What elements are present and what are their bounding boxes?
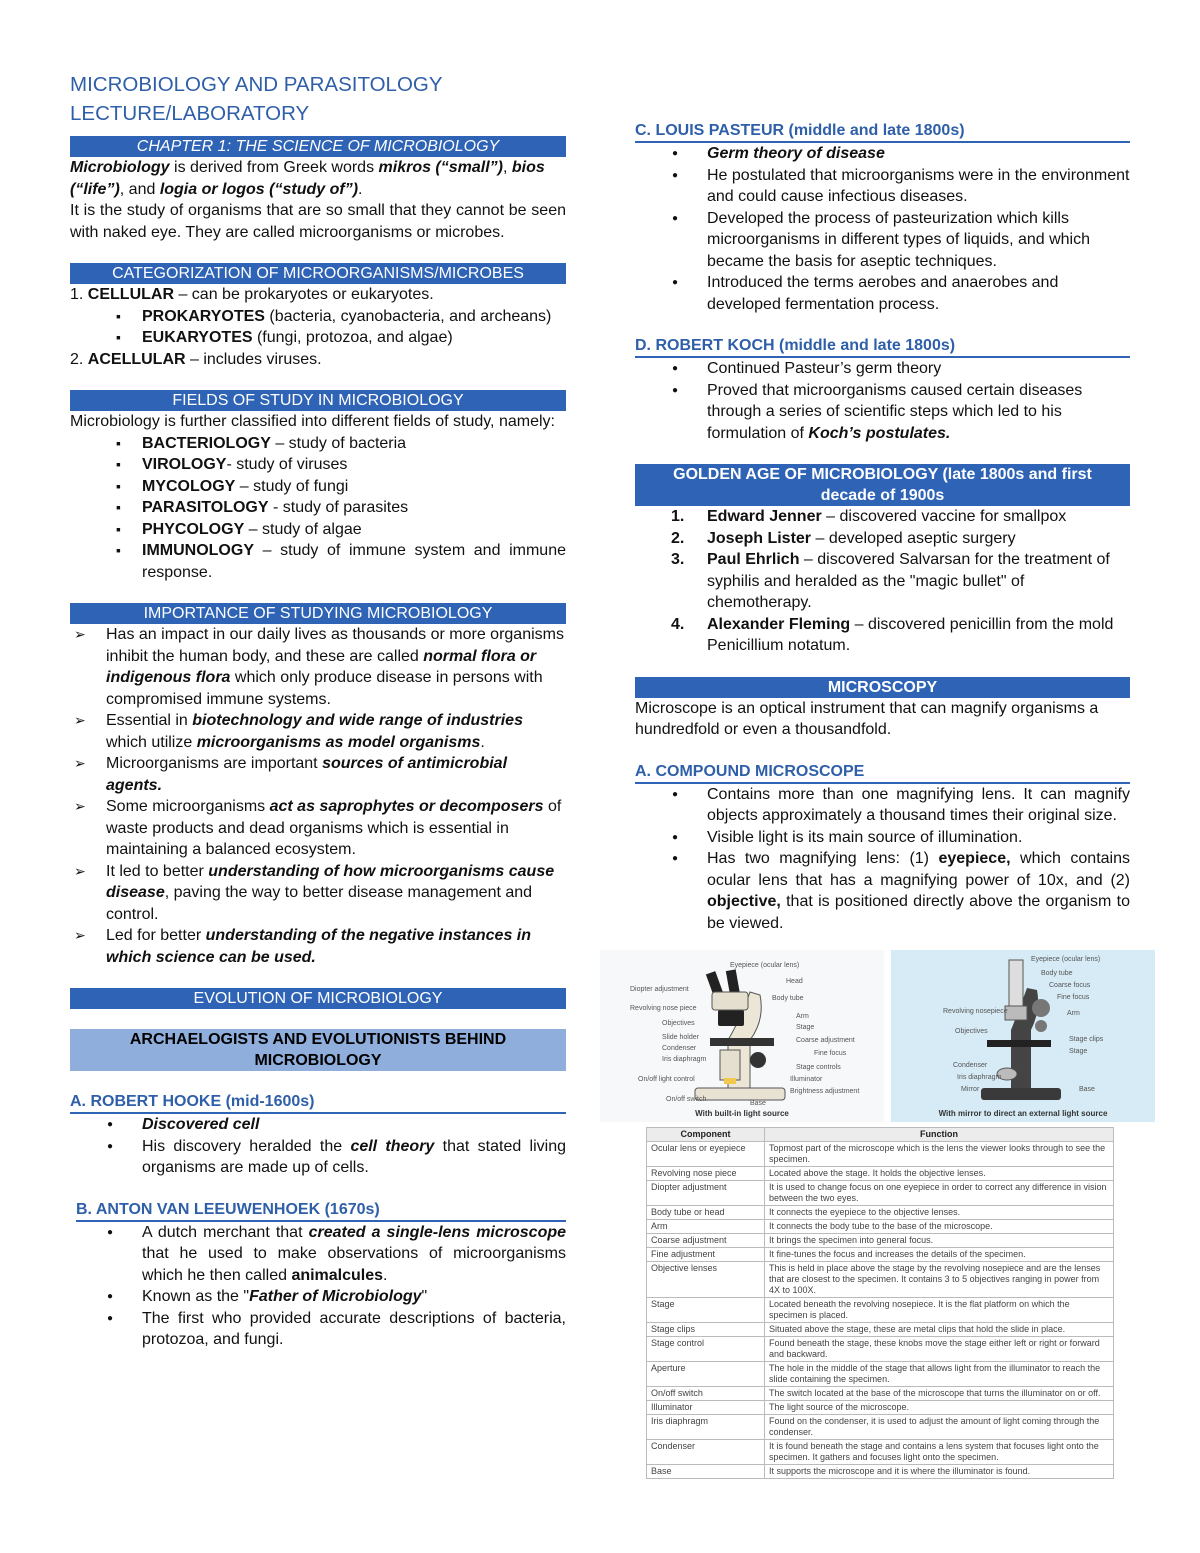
fields-list bbox=[70, 433, 566, 584]
table-cell: Found beneath the stage, these knobs move the stage either left or right or forward and backward. bbox=[765, 1337, 1114, 1362]
figure-label: Arm bbox=[1067, 1010, 1080, 1017]
list-item: ▪ MYCOLOGY – study of fungi bbox=[70, 476, 566, 498]
table-row bbox=[647, 1206, 1114, 1220]
table-cell: Diopter adjustment bbox=[647, 1181, 765, 1206]
list-item: ● Continued Pasteur’s germ theory bbox=[635, 358, 1130, 380]
table-row bbox=[647, 1248, 1114, 1262]
table-cell: Located above the stage. It holds the objective lenses. bbox=[765, 1167, 1114, 1181]
list-item: ➢ It led to better understanding of how microorganisms cause disease, paving the way to better disease management and control. bbox=[70, 861, 566, 926]
list-item: ● He postulated that microorganisms were in the environment and could cause infectious diseases. bbox=[635, 165, 1130, 208]
table-cell: The light source of the microscope. bbox=[765, 1401, 1114, 1415]
table-row bbox=[647, 1387, 1114, 1401]
table-cell: Arm bbox=[647, 1220, 765, 1234]
importance-list bbox=[70, 624, 566, 968]
list-item: ▪ BACTERIOLOGY – study of bacteria bbox=[70, 433, 566, 455]
evolution-bar: EVOLUTION OF MICROBIOLOGY bbox=[70, 988, 566, 1009]
microscopy-bar: MICROSCOPY bbox=[635, 677, 1130, 698]
list-item: ➢ Has an impact in our daily lives as thousands or more organisms inhibit the human body, and these are called normal flora or indigenous flora which only produce disease in persons with compromised immune systems. bbox=[70, 624, 566, 710]
table-row bbox=[647, 1440, 1114, 1465]
figure-label: Objectives bbox=[662, 1020, 695, 1027]
list-item: ➢ Microorganisms are important sources of antimicrobial agents. bbox=[70, 753, 566, 796]
acellular-item: 2. ACELLULAR – includes viruses. bbox=[70, 350, 322, 368]
list-item: ➢ Essential in biotechnology and wide range of industries which utilize microorganisms as model organisms. bbox=[70, 710, 566, 753]
archaeologists-bar: ARCHAELOGISTS AND EVOLUTIONISTS BEHIND MICROBIOLOGY bbox=[70, 1029, 566, 1071]
table-cell: Topmost part of the microscope which is the lens the viewer looks through to see the specimen. bbox=[765, 1142, 1114, 1167]
microscope-figures bbox=[600, 950, 1155, 1122]
list-item: ➢ Some microorganisms act as saprophytes or decomposers of waste products and dead organisms which is essential in maintaining a balanced ecosystem. bbox=[70, 796, 566, 861]
table-row bbox=[647, 1362, 1114, 1387]
figure-label: Head bbox=[786, 978, 803, 985]
table-cell: It supports the microscope and it is where the illuminator is found. bbox=[765, 1465, 1114, 1479]
figure-label: Eyepiece (ocular lens) bbox=[1031, 956, 1101, 963]
list-item: ● Developed the process of pasteurization which kills microorganisms in different types of liquids, and which became the basis for aseptic techniques. bbox=[635, 208, 1130, 273]
list-item: 4. Alexander Fleming – discovered penicillin from the mold Penicillium notatum. bbox=[671, 615, 1114, 654]
list-item: ▪ IMMUNOLOGY – study of immune system and immune response. bbox=[70, 540, 566, 583]
microscope-components-table bbox=[646, 1127, 1114, 1479]
title-line-1: MICROBIOLOGY AND PARASITOLOGY bbox=[70, 73, 443, 96]
table-cell: Illuminator bbox=[647, 1401, 765, 1415]
table-cell: Revolving nose piece bbox=[647, 1167, 765, 1181]
figure-label: Stage bbox=[1069, 1048, 1088, 1055]
figure-label: Condenser bbox=[662, 1045, 697, 1052]
koch-list bbox=[635, 358, 1130, 444]
right-column bbox=[635, 120, 1130, 934]
table-cell: Ocular lens or eyepiece bbox=[647, 1142, 765, 1167]
figure-label: Slide holder bbox=[662, 1034, 699, 1041]
list-item: ● His discovery heralded the cell theory that stated living organisms are made up of cells. bbox=[70, 1136, 566, 1179]
list-item: ● A dutch merchant that created a single-lens microscope that he used to make observations of microorganisms which he then called animalcules. bbox=[70, 1222, 566, 1287]
microbiology-description: It is the study of organisms that are so small that they cannot be seen with naked eye. They are called microorganisms or microbes. bbox=[70, 202, 566, 241]
figure-label: Condenser bbox=[953, 1062, 988, 1069]
list-item: ▪ PROKARYOTES (bacteria, cyanobacteria, and archeans) bbox=[70, 306, 566, 328]
document-title bbox=[70, 70, 566, 128]
table-cell: Body tube or head bbox=[647, 1206, 765, 1220]
table-cell: Stage control bbox=[647, 1337, 765, 1362]
fields-intro: Microbiology is further classified into different fields of study, namely: bbox=[70, 413, 555, 430]
table-row bbox=[647, 1401, 1114, 1415]
microbiology-definition: Microbiology is derived from Greek words mikros (“small”), bios (“life”), and logia or logos (“study of”). bbox=[70, 159, 545, 198]
microscopy-intro: Microscope is an optical instrument that can magnify organisms a hundredfold or even a thousandfold. bbox=[635, 699, 1099, 738]
pasteur-list bbox=[635, 143, 1130, 315]
compound-list bbox=[635, 784, 1130, 935]
figure-caption: With mirror to direct an external light source bbox=[938, 1109, 1108, 1118]
figure-label: Eyepiece (ocular lens) bbox=[730, 962, 800, 969]
figure-label: Coarse adjustment bbox=[796, 1037, 855, 1044]
list-item: ● Introduced the terms aerobes and anaerobes and developed fermentation process. bbox=[635, 272, 1130, 315]
list-item: ● Visible light is its main source of illumination. bbox=[635, 827, 1130, 849]
chapter-bar: CHAPTER 1: THE SCIENCE OF MICROBIOLOGY bbox=[70, 136, 566, 157]
koch-heading: D. ROBERT KOCH (middle and late 1800s) bbox=[635, 335, 1130, 358]
figure-label: Fine focus bbox=[814, 1050, 847, 1057]
table-row bbox=[647, 1298, 1114, 1323]
table-cell: Coarse adjustment bbox=[647, 1234, 765, 1248]
table-cell: The switch located at the base of the microscope that turns the illuminator on or off. bbox=[765, 1387, 1114, 1401]
figure-label: Revolving nose piece bbox=[630, 1005, 697, 1012]
figure-label: Iris diaphragm bbox=[957, 1074, 1002, 1081]
table-cell: Situated above the stage, these are metal clips that hold the slide in place. bbox=[765, 1323, 1114, 1337]
table-cell: Stage clips bbox=[647, 1323, 765, 1337]
table-row bbox=[647, 1181, 1114, 1206]
table-cell: It brings the specimen into general focus. bbox=[765, 1234, 1114, 1248]
figure-label: Iris diaphragm bbox=[662, 1056, 707, 1063]
list-item: 2. Joseph Lister – developed aseptic surgery bbox=[671, 529, 1016, 547]
list-item: 1. Edward Jenner – discovered vaccine for smallpox bbox=[671, 508, 1067, 525]
table-cell: Found on the condenser, it is used to adjust the amount of light coming through the condenser. bbox=[765, 1415, 1114, 1440]
compound-microscope-heading: A. COMPOUND MICROSCOPE bbox=[635, 761, 1130, 784]
table-cell: This is held in place above the stage by the revolving nosepiece and are the lenses that are closest to the specimen. It contains 3 to 5 objectives ranging in power from 4X to 100X. bbox=[765, 1262, 1114, 1298]
table-cell: The hole in the middle of the stage that allows light from the illuminator to reach the slide containing the specimen. bbox=[765, 1362, 1114, 1387]
table-cell: Aperture bbox=[647, 1362, 765, 1387]
figure-label: Brightness adjustment bbox=[790, 1088, 860, 1095]
table-row bbox=[647, 1262, 1114, 1298]
list-item: ● Known as the "Father of Microbiology" bbox=[70, 1286, 566, 1308]
column-header-function: Function bbox=[765, 1128, 1114, 1142]
leeuwenhoek-heading: B. ANTON VAN LEEUWENHOEK (1670s) bbox=[76, 1199, 566, 1222]
table-cell: Located beneath the revolving nosepiece. It is the flat platform on which the specimen is placed. bbox=[765, 1298, 1114, 1323]
title-line-2: LECTURE/LABORATORY bbox=[70, 102, 310, 125]
table-row bbox=[647, 1465, 1114, 1479]
figure-label: On/off light control bbox=[638, 1076, 695, 1083]
hooke-heading: A. ROBERT HOOKE (mid-1600s) bbox=[70, 1091, 566, 1114]
list-item: ➢ Led for better understanding of the negative instances in which science can be used. bbox=[70, 925, 566, 968]
figure-label: Base bbox=[1079, 1086, 1095, 1093]
figure-label: Stage bbox=[796, 1024, 815, 1031]
table-cell: Stage bbox=[647, 1298, 765, 1323]
cellular-item: 1. CELLULAR – can be prokaryotes or eukaryotes. bbox=[70, 286, 434, 303]
figure-label: Diopter adjustment bbox=[630, 986, 689, 993]
table-cell: It connects the eyepiece to the objective lenses. bbox=[765, 1206, 1114, 1220]
microscope-illustration bbox=[600, 950, 884, 1122]
list-item: ● Germ theory of disease bbox=[635, 143, 1130, 165]
figure-label: Stage clips bbox=[1069, 1036, 1104, 1043]
microscope-figure-built-in-light bbox=[600, 950, 884, 1122]
list-item: ▪ PARASITOLOGY - study of parasites bbox=[70, 497, 566, 519]
figure-label: Mirror bbox=[961, 1086, 980, 1093]
figure-label: Fine focus bbox=[1057, 994, 1090, 1001]
list-item: ● Has two magnifying lens: (1) eyepiece, which contains ocular lens that has a magnifying power of 10x, and (2) objective, that is positioned directly above the organism to be viewed. bbox=[635, 848, 1130, 934]
table-cell: It connects the body tube to the base of the microscope. bbox=[765, 1220, 1114, 1234]
table-cell: It is used to change focus on one eyepiece in order to correct any difference in vision between the two eyes. bbox=[765, 1181, 1114, 1206]
figure-caption: With built-in light source bbox=[695, 1109, 789, 1118]
microscope-figure-mirror bbox=[891, 950, 1155, 1122]
table-row bbox=[647, 1167, 1114, 1181]
table-cell: Condenser bbox=[647, 1440, 765, 1465]
list-item: ● Discovered cell bbox=[70, 1114, 566, 1136]
fields-bar: FIELDS OF STUDY IN MICROBIOLOGY bbox=[70, 390, 566, 411]
list-item: ▪ EUKARYOTES (fungi, protozoa, and algae) bbox=[70, 327, 566, 349]
table-row bbox=[647, 1415, 1114, 1440]
figure-label: Objectives bbox=[955, 1028, 988, 1035]
list-item: ● Contains more than one magnifying lens. It can magnify objects approximately a thousand times their original size. bbox=[635, 784, 1130, 827]
figure-label: Coarse focus bbox=[1049, 982, 1091, 989]
categorization-bar: CATEGORIZATION OF MICROORGANISMS/MICROBES bbox=[70, 263, 566, 284]
table-row bbox=[647, 1234, 1114, 1248]
table-cell: It fine-tunes the focus and increases the details of the specimen. bbox=[765, 1248, 1114, 1262]
figure-label: On/off switch bbox=[666, 1096, 707, 1103]
table-row bbox=[647, 1220, 1114, 1234]
golden-age-list bbox=[635, 506, 1130, 657]
figure-label: Body tube bbox=[772, 995, 804, 1002]
figure-label: Illuminator bbox=[790, 1076, 823, 1083]
importance-bar: IMPORTANCE OF STUDYING MICROBIOLOGY bbox=[70, 603, 566, 624]
golden-age-bar: GOLDEN AGE OF MICROBIOLOGY (late 1800s and first decade of 1900s bbox=[635, 464, 1130, 506]
list-item: ▪ PHYCOLOGY – study of algae bbox=[70, 519, 566, 541]
table-header-row bbox=[647, 1128, 1114, 1142]
list-item: ● Proved that microorganisms caused certain diseases through a series of scientific steps which led to his formulation of Koch’s postulates. bbox=[635, 380, 1130, 445]
figure-label: Base bbox=[750, 1100, 766, 1107]
list-item: 3. Paul Ehrlich – discovered Salvarsan for the treatment of syphilis and heralded as the "magic bullet" of chemotherapy. bbox=[671, 551, 1110, 611]
table-cell: Objective lenses bbox=[647, 1262, 765, 1298]
hooke-list bbox=[70, 1114, 566, 1179]
table-cell: It is found beneath the stage and contains a lens system that focuses light onto the specimen. It gathers and focuses light onto the specimen. bbox=[765, 1440, 1114, 1465]
left-column bbox=[70, 70, 566, 1351]
list-item: ● The first who provided accurate descriptions of bacteria, protozoa, and fungi. bbox=[70, 1308, 566, 1351]
table-cell: Base bbox=[647, 1465, 765, 1479]
table-row bbox=[647, 1142, 1114, 1167]
table-cell: Fine adjustment bbox=[647, 1248, 765, 1262]
microscope-illustration bbox=[891, 950, 1155, 1122]
table-cell: Iris diaphragm bbox=[647, 1415, 765, 1440]
list-item: ▪ VIROLOGY- study of viruses bbox=[70, 454, 566, 476]
column-header-component: Component bbox=[647, 1128, 765, 1142]
leeuwenhoek-list bbox=[70, 1222, 566, 1351]
table-row bbox=[647, 1323, 1114, 1337]
table-cell: On/off switch bbox=[647, 1387, 765, 1401]
figure-label: Revolving nosepiece bbox=[943, 1008, 1008, 1015]
table-row bbox=[647, 1337, 1114, 1362]
figure-label: Stage controls bbox=[796, 1064, 841, 1071]
pasteur-heading: C. LOUIS PASTEUR (middle and late 1800s) bbox=[635, 120, 1130, 143]
figure-label: Body tube bbox=[1041, 970, 1073, 977]
figure-label: Arm bbox=[796, 1013, 809, 1020]
cellular-types-list bbox=[70, 306, 566, 349]
